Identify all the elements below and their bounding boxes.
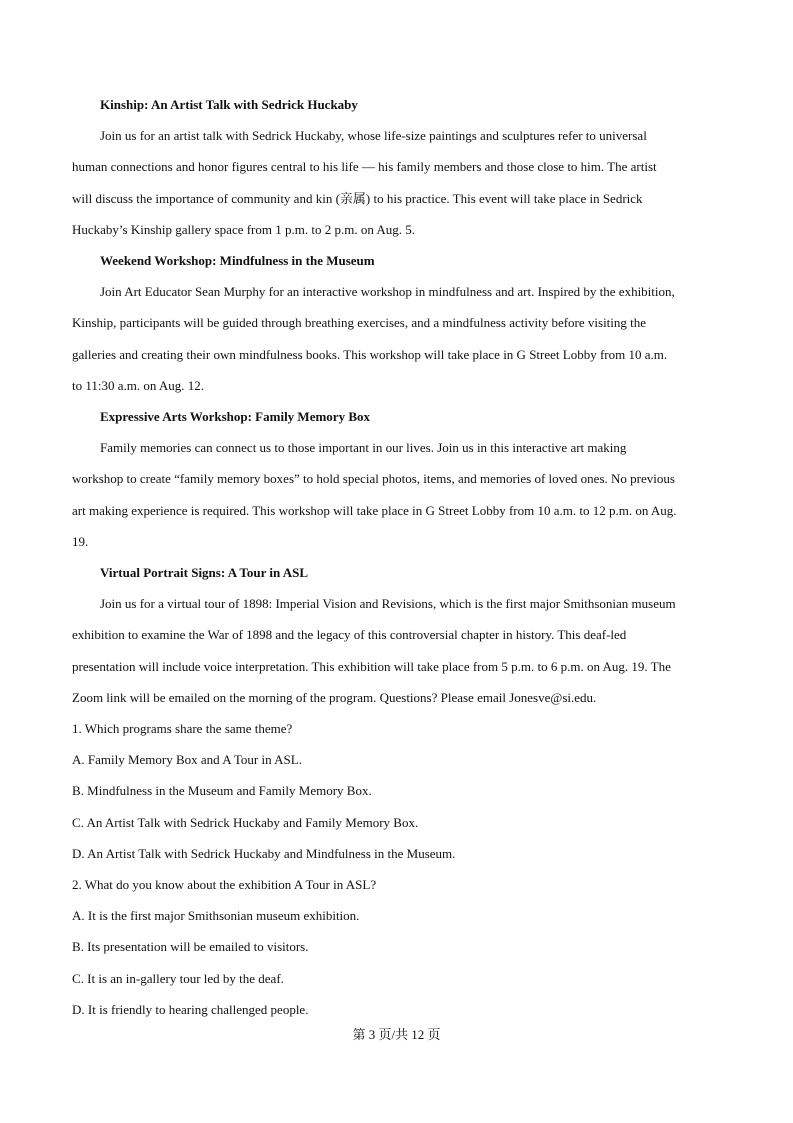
paragraph-line: Join us for an artist talk with Sedrick Huckaby, whose life-size paintings and sculptures refer to universal bbox=[100, 128, 647, 144]
question-stem: 2. What do you know about the exhibition A Tour in ASL? bbox=[72, 877, 377, 893]
answer-option: D. It is friendly to hearing challenged people. bbox=[72, 1001, 309, 1017]
paragraph-line: exhibition to examine the War of 1898 and the legacy of this controversial chapter in history. This deaf-led bbox=[72, 627, 627, 643]
paragraph-line: workshop to create “family memory boxes” to hold special photos, items, and memories of loved ones. No previous bbox=[72, 471, 675, 487]
paragraph-line: Family memories can connect us to those important in our lives. Join us in this interactive art making bbox=[100, 440, 627, 456]
question-stem: 1. Which programs share the same theme? bbox=[72, 721, 293, 737]
paragraph-line: galleries and creating their own mindfulness books. This workshop will take place in G Street Lobby from 10 a.m. bbox=[72, 346, 668, 362]
answer-option: B. Its presentation will be emailed to visitors. bbox=[72, 939, 309, 955]
paragraph-line: Huckaby’s Kinship gallery space from 1 p.m. to 2 p.m. on Aug. 5. bbox=[72, 221, 416, 237]
paragraph-line: will discuss the importance of community and kin (亲属) to his practice. This event will take place in Sedrick bbox=[72, 190, 643, 206]
answer-option: A. Family Memory Box and A Tour in ASL. bbox=[72, 752, 302, 768]
paragraph-line: to 11:30 a.m. on Aug. 12. bbox=[72, 377, 205, 393]
paragraph-line: Join Art Educator Sean Murphy for an interactive workshop in mindfulness and art. Inspired by the exhibition, bbox=[100, 284, 675, 300]
section-heading: Kinship: An Artist Talk with Sedrick Huckaby bbox=[100, 97, 358, 112]
answer-option: D. An Artist Talk with Sedrick Huckaby and Mindfulness in the Museum. bbox=[72, 845, 456, 861]
paragraph-line: art making experience is required. This workshop will take place in G Street Lobby from 10 a.m. to 12 p.m. on Aug. bbox=[72, 502, 677, 518]
answer-option: A. It is the first major Smithsonian museum exhibition. bbox=[72, 908, 360, 924]
section-heading: Virtual Portrait Signs: A Tour in ASL bbox=[100, 565, 309, 581]
paragraph-line: human connections and honor figures central to his life — his family members and those close to him. The artist bbox=[72, 159, 657, 175]
paragraph-line: Join us for a virtual tour of 1898: Imperial Vision and Revisions, which is the first major Smithsonian museum bbox=[100, 596, 676, 612]
document-body bbox=[72, 89, 722, 1025]
answer-option: B. Mindfulness in the Museum and Family Memory Box. bbox=[72, 783, 372, 799]
paragraph-line: 19. bbox=[72, 533, 89, 549]
section-heading: Weekend Workshop: Mindfulness in the Museum bbox=[100, 253, 375, 269]
paragraph-line: presentation will include voice interpretation. This exhibition will take place from 5 p.m. to 6 p.m. on Aug. 19. The bbox=[72, 658, 671, 674]
page-number: 第 3 页/共 12 页 bbox=[352, 1027, 441, 1042]
paragraph-line: Zoom link will be emailed on the morning of the program. Questions? Please email Jonesve@si.edu. bbox=[72, 689, 597, 705]
paragraph-line: Kinship, participants will be guided through breathing exercises, and a mindfulness activity before visiting the bbox=[72, 315, 647, 331]
answer-option: C. An Artist Talk with Sedrick Huckaby and Family Memory Box. bbox=[72, 814, 419, 830]
section-heading: Expressive Arts Workshop: Family Memory Box bbox=[100, 409, 370, 425]
answer-option: C. It is an in-gallery tour led by the deaf. bbox=[72, 970, 284, 986]
